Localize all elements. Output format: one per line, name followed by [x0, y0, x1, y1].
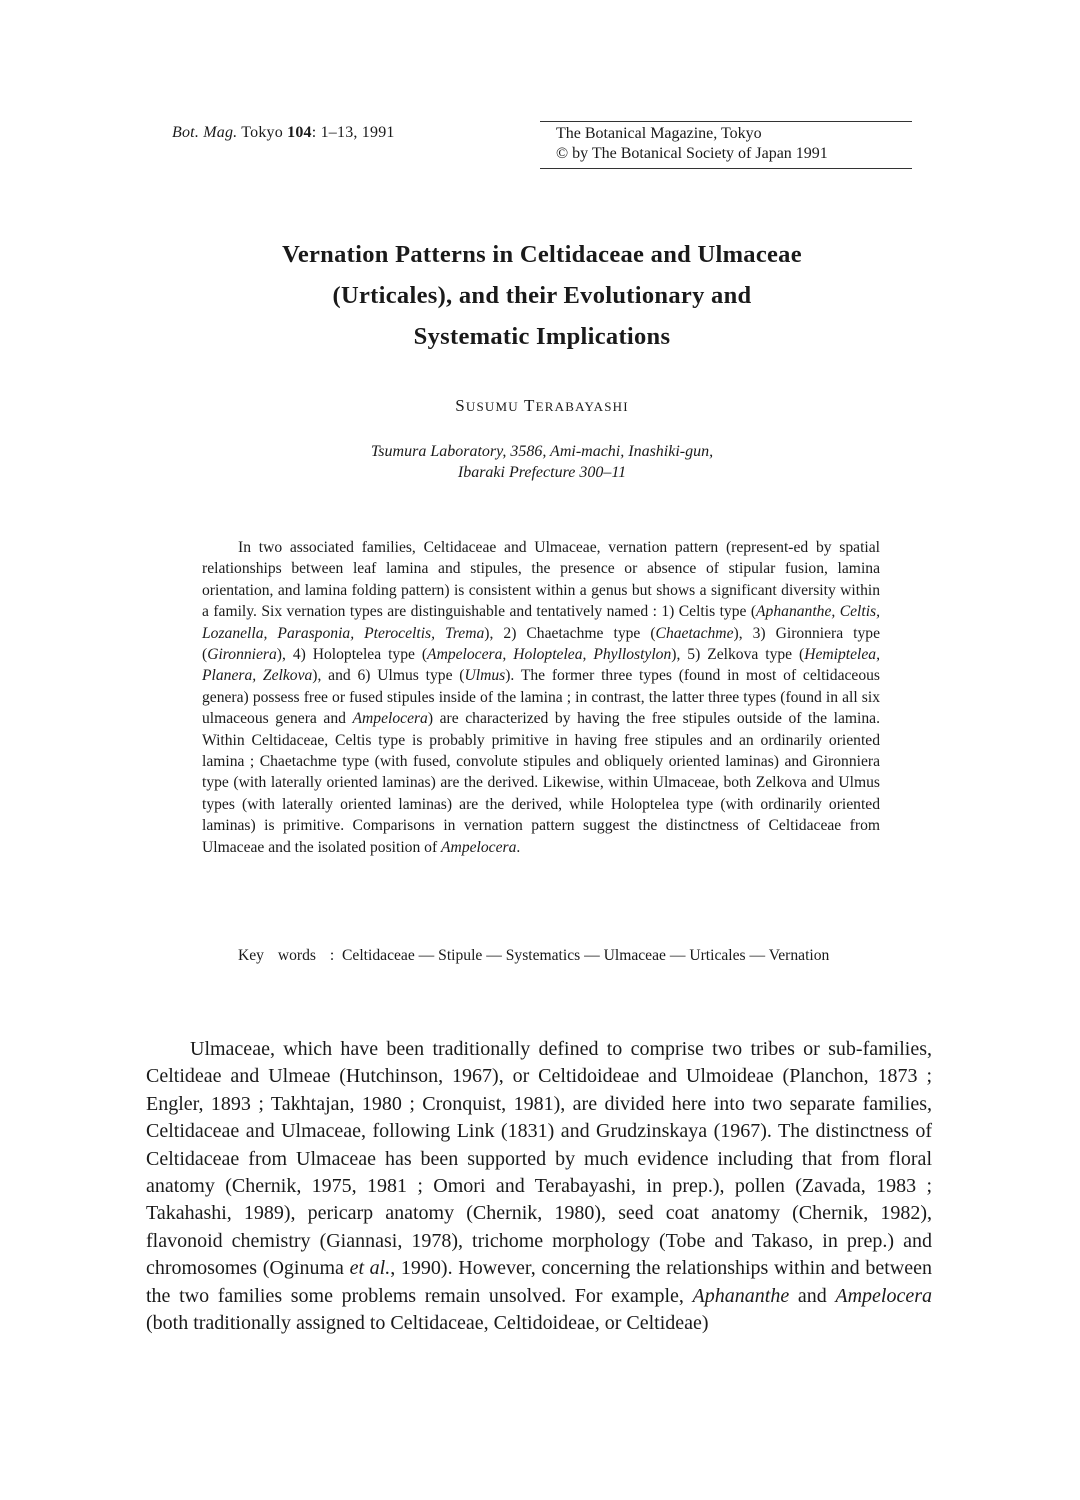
body-text-run: , 1990). However, concerning the relationships within and between the two families some problems remain unsolved. For example,	[146, 1257, 932, 1307]
genus-names: Hemiptelea, Planera, Zelkova	[202, 646, 880, 685]
author-last-initial: T	[524, 396, 536, 415]
abstract-text: In two associated families, Celtidaceae and Ulmaceae, vernation pattern (represent-ed by spatial relationships between leaf lamina and stipules, the presence or absence of stipular fusion, lamina orientation, and lamina folding pattern) is consistent within a genus but shows a significant diversity within a family. Six vernation types are distinguishable and tentatively named : 1) Celtis type (	[202, 539, 880, 621]
author-affiliation	[140, 441, 944, 483]
author-name	[140, 396, 944, 416]
publisher-name: The Botanical Magazine, Tokyo	[556, 125, 762, 142]
body-italic-run: Aphananthe	[692, 1284, 790, 1307]
abstract-text: ). The former three types (found in most of celtidaceous genera) possess free or fused stipules inside of the lamina ; in contrast, the latter three types (found in all six ulmaceous genera and	[202, 667, 880, 728]
journal-city: Tokyo	[241, 124, 283, 141]
author-first-rest: USUMU	[465, 399, 519, 414]
publisher-block	[540, 124, 912, 164]
genus-names: Ulmus	[464, 667, 506, 685]
genus-names: Ampelocera	[441, 838, 517, 856]
author-first-initial: S	[455, 396, 466, 415]
genus-names: Gironniera	[207, 646, 277, 664]
abstract-text: ) are characterized by having the free stipules outside of the lamina. Within Celtidaceae, Celtis type is probably primitive in having free stipules and an ordinarily oriented lamina ; Chaetachme type (with fused, convolute stipules and obliquely oriented laminas) and Gironniera type (with laterally oriented laminas) are the derived. Likewise, within Ulmaceae, both Zelkova and Ulmus types (with laterally oriented laminas) are the derived, while Holoptelea type (with ordinarily oriented laminas) is primitive. Comparisons in vernation pattern suggest the distinctness of Celtidaceae from Ulmaceae and the isolated position of	[202, 710, 880, 856]
affiliation-line-2: Ibaraki Prefecture 300–11	[457, 464, 627, 481]
body-text-run: Ulmaceae, which have been traditionally defined to comprise two tribes or sub-families, Celtideae and Ulmeae (Hutchinson, 1967), or Celtidoideae and Ulmoideae (Planchon, 1873 ; Engler, 1893 ; Takhtajan, 1980 ; Cronquist, 1981), are divided here into two separate families, Celtidaceae and Ulmaceae, following Link (1831) and Grudzinskaya (1967). The distinctness of Celtidaceae from Ulmaceae has been supported by much evidence including that from floral anatomy (Chernik, 1975, 1981 ; Omori and Terabayashi, in prep.), pollen (Zavada, 1983 ; Takahashi, 1989), pericarp anatomy (Chernik, 1980), seed coat anatomy (Chernik, 1982), flavonoid chemistry (Giannasi, 1978), trichome morphology (Tobe and Takaso, in prep.) and chromosomes (Oginuma	[146, 1038, 932, 1280]
abstract-text: ), 2) Chaetachme type (	[484, 624, 656, 642]
body-italic-run: Ampelocera	[835, 1284, 932, 1307]
affiliation-line-1: Tsumura Laboratory, 3586, Ami-machi, Inashiki-gun,	[370, 443, 714, 460]
body-text-run: (both traditionally assigned to Celtidaceae, Celtidoideae, or Celtideae)	[146, 1312, 709, 1335]
title-line-1: Vernation Patterns in Celtidaceae and Ulmaceae	[282, 241, 802, 268]
abstract-text: ), and 6) Ulmus type (	[312, 667, 465, 685]
abstract-text: ), 3) Gironniera type (	[202, 624, 881, 664]
abstract	[202, 537, 880, 858]
copyright-line: © by The Botanical Society of Japan 1991	[556, 145, 828, 162]
keywords-label: Key words :	[238, 947, 335, 964]
genus-names: Ampelocera, Holoptelea, Phyllostylon	[427, 646, 672, 664]
publisher-rule-bottom	[540, 168, 912, 169]
title-line-2: (Urticales), and their Evolutionary and	[332, 282, 752, 309]
body-text-run: and	[789, 1284, 836, 1307]
genus-names: Aphananthe, Celtis, Lozanella, Parasponia, Pteroceltis, Trema	[202, 603, 880, 642]
genus-names: Chaetachme	[655, 624, 734, 642]
title-line-3: Systematic Implications	[413, 323, 671, 350]
abstract-text: .	[516, 838, 521, 856]
paper-title	[140, 234, 944, 357]
publisher-rule-top	[540, 121, 912, 122]
keywords	[202, 945, 880, 967]
keywords-terms: Celtidaceae — Stipule — Systematics — Ulmaceae — Urticales — Vernation	[342, 947, 830, 964]
body-paragraph	[146, 1036, 932, 1337]
journal-abbrev: Bot. Mag.	[172, 124, 238, 141]
journal-pages-year: : 1–13, 1991	[311, 124, 395, 141]
genus-names: Ampelocera	[352, 710, 428, 728]
author-last-rest: ERABAYASHI	[535, 399, 629, 414]
body-italic-run: et al.	[349, 1257, 391, 1280]
journal-volume: 104	[287, 124, 312, 141]
citation-line	[172, 124, 395, 142]
abstract-text: ), 4) Holoptelea type (	[276, 646, 428, 664]
abstract-text: ), 5) Zelkova type (	[671, 646, 805, 664]
